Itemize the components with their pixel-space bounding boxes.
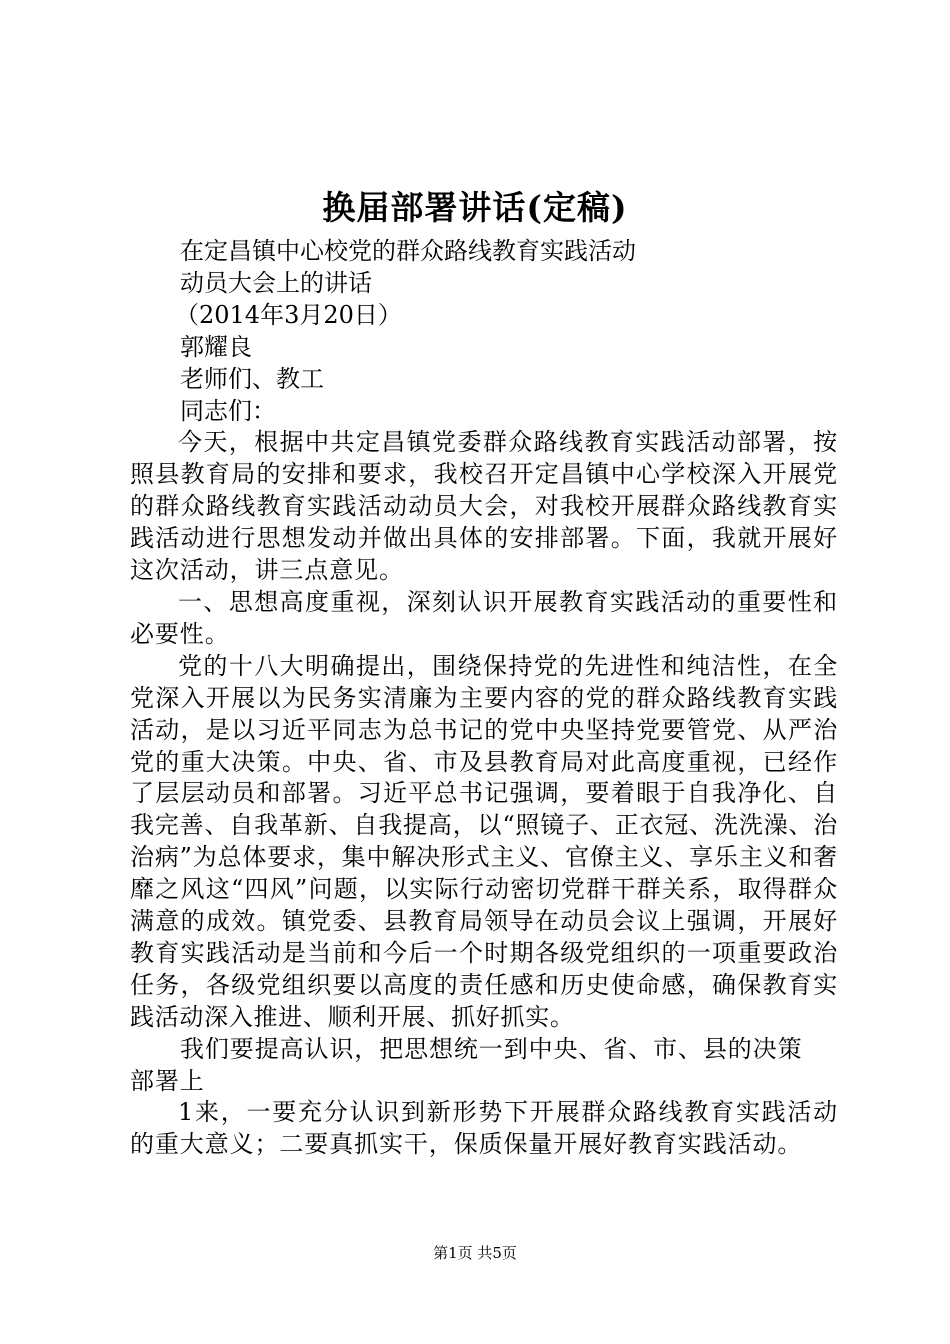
- paragraph-hanging-first-line: 我们要提高认识，把思想统一到中央、省、市、县的决策: [180, 1034, 803, 1063]
- speaker-name: 郭耀良: [180, 332, 252, 361]
- paragraph-hanging: [130, 1034, 838, 1098]
- document-title: 换届部署讲话(定稿): [322, 188, 628, 227]
- salutation-line-2: 同志们：: [180, 396, 276, 425]
- page-footer: 第1页 共5页: [433, 1244, 517, 1262]
- paragraph-hanging-continuation: 部署上: [130, 1066, 205, 1095]
- paragraph-closing: 1来，一要充分认识到新形势下开展群众路线教育实践活动的重大意义；二要真抓实干，保质保量开展好教育实践活动。: [130, 1098, 838, 1159]
- salutation-line-1: 老师们、教工: [180, 364, 324, 393]
- speech-heading-line-2: 动员大会上的讲话: [180, 268, 372, 297]
- speech-heading-line-1: 在定昌镇中心校党的群众路线教育实践活动: [180, 237, 636, 265]
- section-heading-1: 一、思想高度重视，深刻认识开展教育实践活动的重要性和必要性。: [130, 587, 838, 648]
- speech-date: （2014年3月20日）: [175, 300, 402, 329]
- paragraph-body: 党的十八大明确提出，围绕保持党的先进性和纯洁性，在全党深入开展以为民务实清廉为主要内容的党的群众路线教育实践活动，是以习近平同志为总书记的党中央坚持党要管党、从严治党的重大决策。中央、省、市及县教育局对此高度重视，已经作了层层动员和部署。习近平总书记强调，要着眼于自我净化、自我完善、自我革新、自我提高，以“照镜子、正衣冠、洗洗澡、治治病”为总体要求，集中解决形式主义、官僚主义、享乐主义和奢靡之风这“四风”问题，以实际行动密切党群干群关系，取得群众满意的成效。镇党委、县教育局领导在动员会议上强调，开展好教育实践活动是当前和今后一个时期各级党组织的一项重要政治任务，各级党组织要以高度的责任感和历史使命感，确保教育实践活动深入推进、顺利开展、抓好抓实。: [130, 651, 838, 1031]
- document-body: [130, 236, 838, 1161]
- paragraph-opening: 今天，根据中共定昌镇党委群众路线教育实践活动部署，按照县教育局的安排和要求，我校召开定昌镇中心学校深入开展党的群众路线教育实践活动动员大会，对我校开展群众路线教育实践活动进行思想发动并做出具体的安排部署。下面，我就开展好这次活动，讲三点意见。: [130, 428, 838, 585]
